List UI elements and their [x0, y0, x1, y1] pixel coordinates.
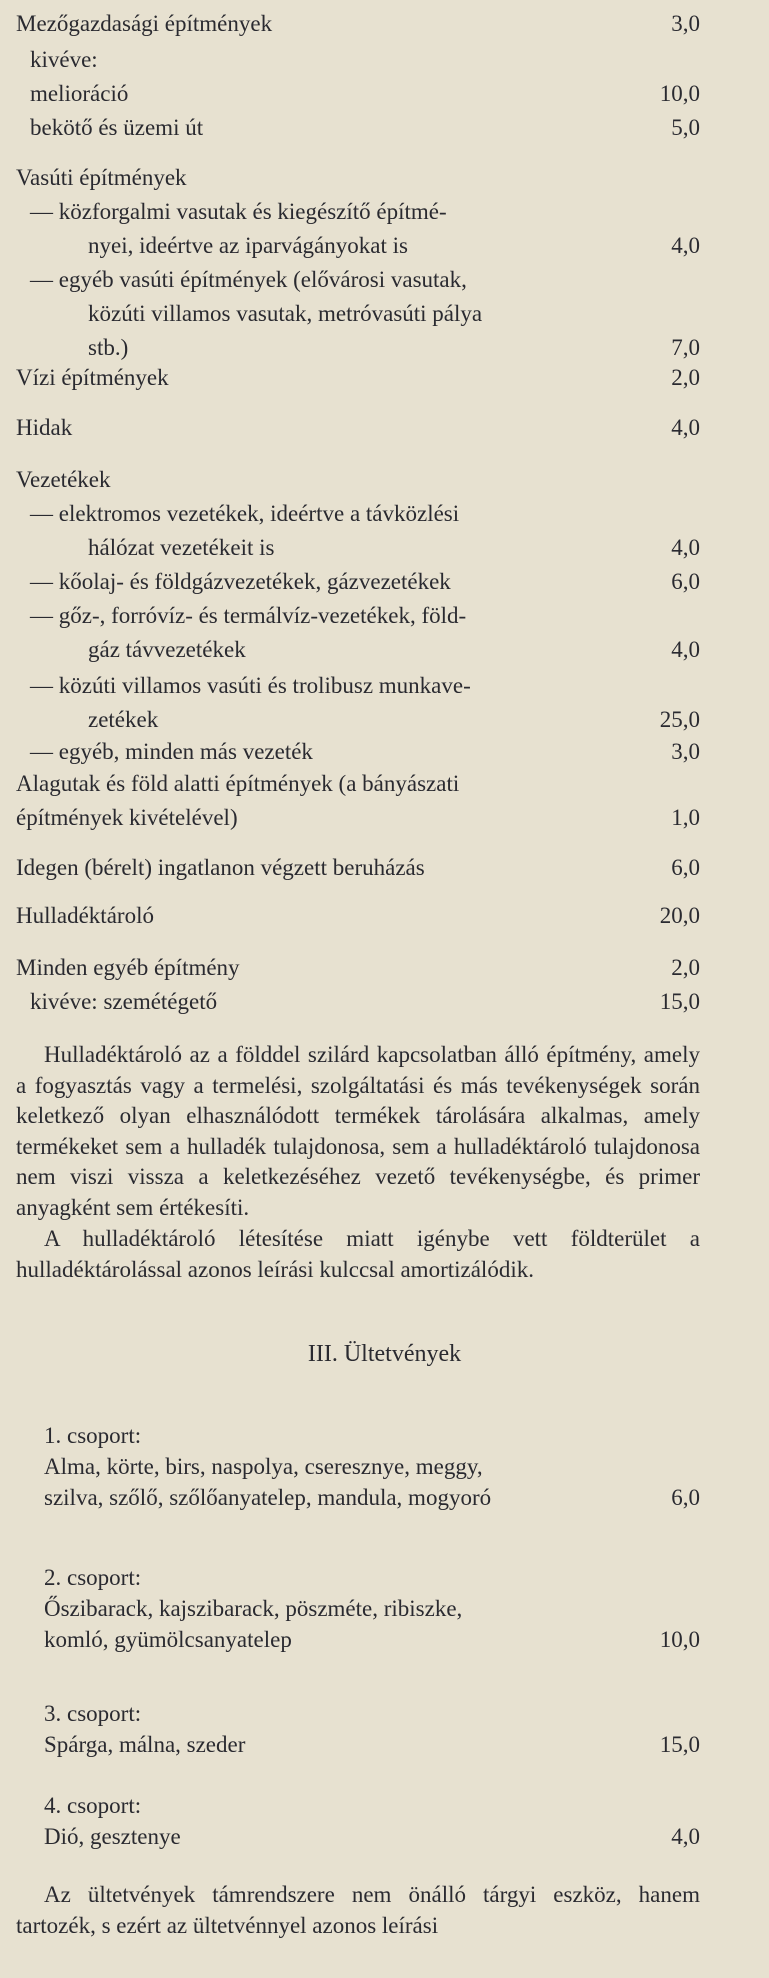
- table-row: [30, 264, 700, 296]
- group-title: 4. csoport:: [44, 1793, 142, 1818]
- row-label: nyei, ideértve az iparvágányokat is: [88, 233, 408, 258]
- group-items-line: szilva, szőlő, szőlőanyatelep, mandula, mogyoró: [44, 1485, 492, 1510]
- group-title: 2. csoport:: [44, 1565, 142, 1590]
- row-label: Vízi építmények: [16, 365, 169, 390]
- table-row: [16, 952, 700, 984]
- row-value: 1,0: [671, 805, 700, 830]
- row-label: építmények kivételével): [16, 805, 238, 830]
- table-row: [88, 298, 700, 330]
- row-label: Idegen (bérelt) ingatlanon végzett beruházás: [16, 855, 425, 880]
- group-value: 4,0: [671, 1824, 700, 1849]
- row-label: Vezetékek: [16, 467, 111, 492]
- plantation-group: [44, 1790, 700, 1852]
- plantation-group: [44, 1420, 700, 1513]
- table-row: [88, 634, 700, 666]
- row-label: gáz távvezetékek: [88, 637, 246, 662]
- group-title: 1. csoport:: [44, 1423, 142, 1448]
- row-value: 15,0: [659, 989, 700, 1014]
- row-label: — közúti villamos vasúti és trolibusz munkave-: [30, 673, 471, 698]
- paragraph-support-system: Az ültetvények támrendszere nem önálló tárgyi eszköz, hanem tartozék, s ezért az ültetvénnyel azonos leírási: [16, 1882, 700, 1938]
- row-label: Minden egyéb építmény: [16, 955, 240, 980]
- table-row: [16, 768, 700, 800]
- table-row: [88, 332, 700, 364]
- plantation-group: [44, 1562, 700, 1655]
- row-label: kivéve:: [30, 47, 98, 72]
- row-label: melioráció: [30, 81, 129, 106]
- group-items-line: Őszibarack, kajszibarack, pöszméte, ribiszke,: [44, 1596, 463, 1621]
- table-row: [30, 78, 700, 110]
- plantation-group: [44, 1698, 700, 1760]
- table-row: [30, 112, 700, 144]
- section-heading: III. Ültetvények: [307, 1341, 462, 1367]
- row-label: Hidak: [16, 415, 73, 440]
- row-label: — elektromos vezetékek, ideértve a távközlési: [30, 501, 460, 526]
- table-row: [16, 802, 700, 834]
- row-label: hálózat vezetékeit is: [88, 535, 275, 560]
- group-items-line: komló, gyümölcsanyatelep: [44, 1627, 292, 1652]
- group-value: 6,0: [671, 1485, 700, 1510]
- group-value: 15,0: [659, 1732, 700, 1757]
- row-value: 3,0: [671, 739, 700, 764]
- row-label: — gőz-, forróvíz- és termálvíz-vezetékek, föld-: [30, 603, 467, 628]
- row-label: — közforgalmi vasutak és kiegészítő építmé-: [30, 199, 447, 224]
- table-row: [88, 532, 700, 564]
- row-label: — kőolaj- és földgázvezetékek, gázvezetékek: [30, 569, 451, 594]
- table-row: [16, 8, 700, 40]
- row-label: Hulladéktároló: [16, 903, 154, 928]
- table-row: [30, 44, 700, 76]
- table-row: [30, 986, 700, 1018]
- row-value: 3,0: [671, 11, 700, 36]
- row-value: 4,0: [671, 233, 700, 258]
- table-row: [88, 230, 700, 262]
- row-label: Alagutak és föld alatti építmények (a bányászati: [16, 771, 460, 796]
- table-row: [16, 464, 700, 496]
- row-value: 6,0: [671, 569, 700, 594]
- group-items-line: Spárga, málna, szeder: [44, 1732, 246, 1757]
- row-value: 20,0: [659, 903, 700, 928]
- table-row: [30, 736, 700, 768]
- row-value: 4,0: [671, 415, 700, 440]
- paragraph-definition: Hulladéktároló az a földdel szilárd kapcsolatban álló építmény, amely a fogyasztás vagy a termelési, szolgáltatási és más tevékenységek során keletkező olyan elhasználódott termékek tárolására alkalmas, amely termékeket sem a hulladék tulajdonosa, sem a hulladéktároló tulajdonosa nem viszi vissza a keletkezéséhez vezető tevékenységbe, és primer anyagként sem értékesíti.: [16, 1042, 700, 1220]
- row-value: 10,0: [659, 81, 700, 106]
- table-row: [30, 196, 700, 228]
- row-label: bekötő és üzemi út: [30, 115, 204, 140]
- row-label: Vasúti építmények: [16, 165, 187, 190]
- table-row: [16, 162, 700, 194]
- row-value: 7,0: [671, 335, 700, 360]
- row-value: 6,0: [671, 855, 700, 880]
- row-label: Mezőgazdasági építmények: [16, 11, 273, 36]
- row-value: 5,0: [671, 115, 700, 140]
- group-value: 10,0: [659, 1627, 700, 1652]
- row-label: — egyéb, minden más vezeték: [30, 739, 313, 764]
- row-label: kivéve: szemétégető: [30, 989, 218, 1014]
- row-value: 25,0: [659, 707, 700, 732]
- table-row: [16, 412, 700, 444]
- table-row: [16, 852, 700, 884]
- row-value: 4,0: [671, 637, 700, 662]
- table-row: [30, 600, 700, 632]
- row-value: 2,0: [671, 365, 700, 390]
- paragraph-amortization: A hulladéktároló létesítése miatt igénybe vett földterület a hulladéktárolással azonos leírási kulccsal amortizálódik.: [16, 1226, 700, 1282]
- group-items-line: Dió, gesztenye: [44, 1824, 181, 1849]
- row-value: 4,0: [671, 535, 700, 560]
- row-label: stb.): [88, 335, 129, 360]
- row-label: közúti villamos vasutak, metróvasúti pálya: [88, 301, 483, 326]
- table-row: [30, 498, 700, 530]
- row-label: — egyéb vasúti építmények (elővárosi vasutak,: [30, 267, 467, 292]
- table-row: [30, 566, 700, 598]
- table-row: [30, 670, 700, 702]
- table-row: [88, 704, 700, 736]
- group-title: 3. csoport:: [44, 1701, 142, 1726]
- table-row: [16, 900, 700, 932]
- table-row: [16, 362, 700, 394]
- group-items-line: Alma, körte, birs, naspolya, cseresznye, meggy,: [44, 1454, 483, 1479]
- row-value: 2,0: [671, 955, 700, 980]
- row-label: zetékek: [88, 707, 159, 732]
